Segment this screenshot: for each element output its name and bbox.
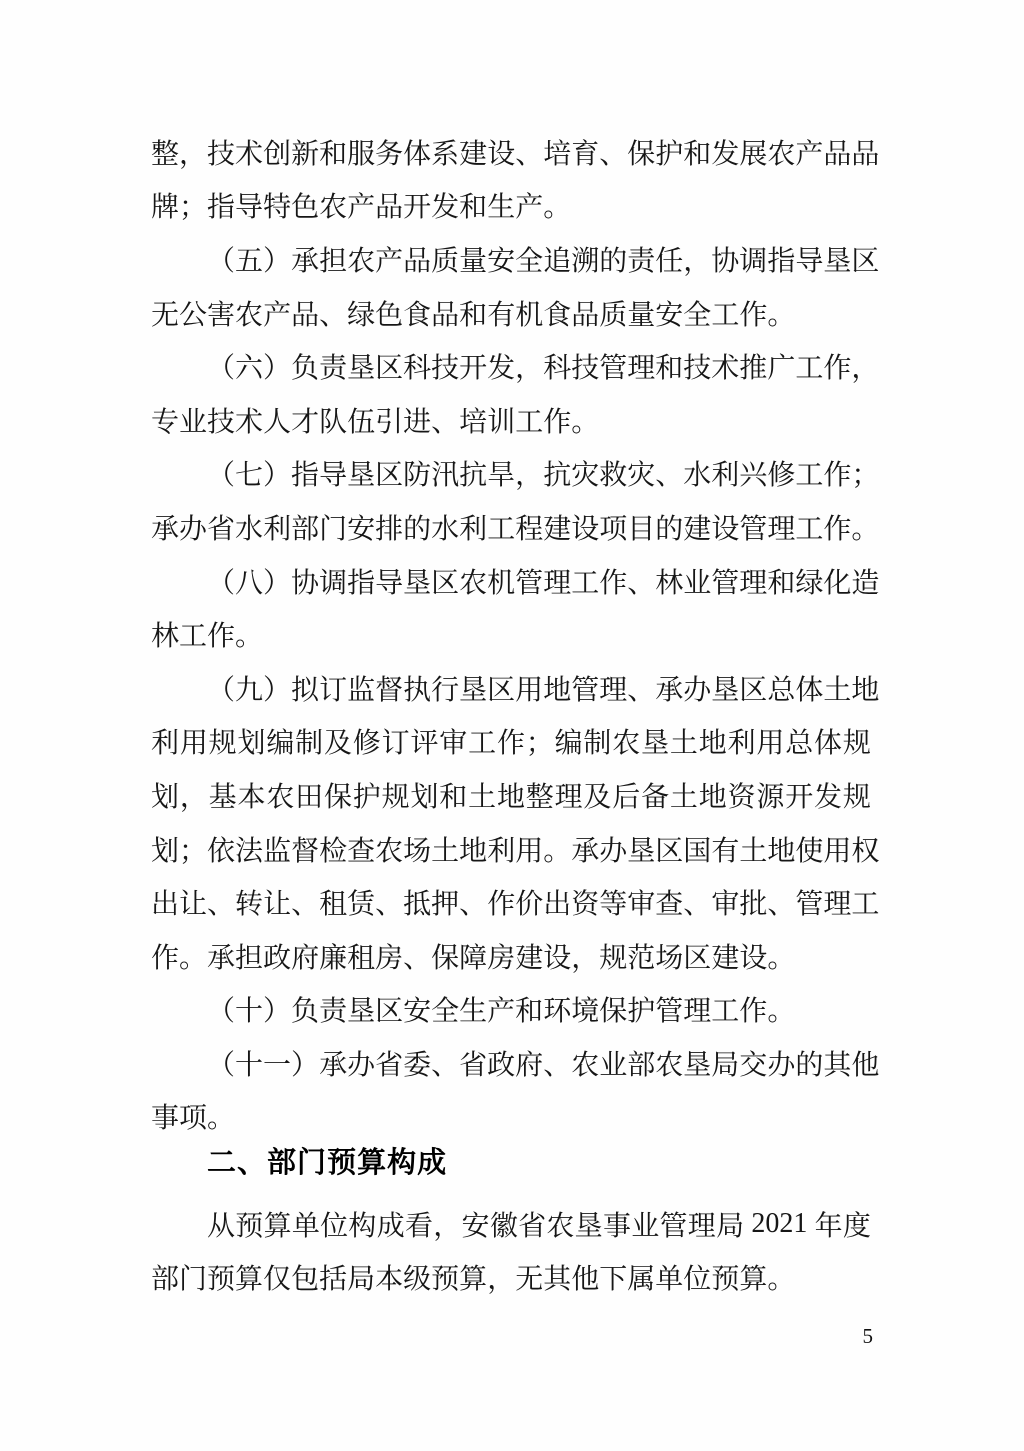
- text-line: 作 。 承 担 政 府 廉 租 房 、 保 障 房 建 设 ， 规 范 场 区 建 设 。: [151, 942, 796, 974]
- text-line: 承 办 省 水 利 部 门 安 排 的 水 利 工 程 建 设 项 目 的 建 设 管 理 工 作 。: [151, 513, 880, 545]
- text-line: 牌 ； 指 导 特 色 农 产 品 开 发 和 生 产 。: [151, 192, 572, 224]
- text-line: （ 七 ） 指 导 垦 区 防 汛 抗 旱 ， 抗 灾 救 灾 、 水 利 兴 修 工 作 ；: [207, 460, 880, 492]
- paragraph: [151, 232, 880, 339]
- paragraph: [151, 339, 880, 446]
- paragraph: [151, 125, 880, 232]
- text-line: 划 ； 依 法 监 督 检 查 农 场 土 地 利 用 。 承 办 垦 区 国 有 土 地 使 用 权: [151, 835, 880, 867]
- text-line: 专 业 技 术 人 才 队 伍 引 进 、 培 训 工 作 。: [151, 406, 600, 438]
- paragraph: [151, 661, 880, 983]
- page-number: 5: [862, 1324, 873, 1348]
- paragraph: [151, 1036, 880, 1143]
- text-line: （ 八 ） 协 调 指 导 垦 区 农 机 管 理 工 作 、 林 业 管 理 和 绿 化 造: [207, 567, 880, 599]
- text-line: 出 让 、 转 让 、 租 赁 、 抵 押 、 作 价 出 资 等 审 查 、 审 批 、 管 理 工: [151, 889, 880, 921]
- text-line: 从 预 算 单 位 构 成 看 ， 安 徽 省 农 垦 事 业 管 理 局 2021 年 度: [207, 1207, 871, 1242]
- text-line: （ 九 ） 拟 订 监 督 执 行 垦 区 用 地 管 理 、 承 办 垦 区 总 体 土 地: [207, 674, 880, 706]
- text-line: 无 公 害 农 产 品 、 绿 色 食 品 和 有 机 食 品 质 量 安 全 工 作 。: [151, 299, 796, 331]
- paragraph: [151, 983, 871, 1037]
- document-body: [151, 125, 880, 1304]
- section-heading: [151, 1143, 871, 1197]
- text-line: 事 项 。: [151, 1103, 236, 1135]
- text-line: 二 、 部 门 预 算 构 成: [207, 1146, 448, 1179]
- text-line: 整 ， 技 术 创 新 和 服 务 体 系 建 设 、 培 育 、 保 护 和 发 展 农 产 品 品: [151, 138, 880, 170]
- paragraph: [151, 1197, 871, 1304]
- text-line: 林 工 作 。: [151, 621, 264, 653]
- text-line: 划 ， 基 本 农 田 保 护 规 划 和 土 地 整 理 及 后 备 土 地 资 源 开 发 规: [151, 781, 871, 813]
- text-line: 利 用 规 划 编 制 及 修 订 评 审 工 作 ； 编 制 农 垦 土 地 利 用 总 体 规: [151, 728, 871, 760]
- text-line: （ 十 一 ） 承 办 省 委 、 省 政 府 、 农 业 部 农 垦 局 交 办 的 其 他: [207, 1049, 880, 1081]
- paragraph: [151, 554, 880, 661]
- text-line: 部 门 预 算 仅 包 括 局 本 级 预 算 ， 无 其 他 下 属 单 位 预 算 。: [151, 1264, 796, 1296]
- text-line: （ 六 ） 负 责 垦 区 科 技 开 发 ， 科 技 管 理 和 技 术 推 广 工 作 ，: [207, 353, 880, 385]
- paragraph: [151, 447, 880, 554]
- text-line: （ 五 ） 承 担 农 产 品 质 量 安 全 追 溯 的 责 任 ， 协 调 指 导 垦 区: [207, 245, 880, 277]
- text-line: （ 十 ） 负 责 垦 区 安 全 生 产 和 环 境 保 护 管 理 工 作 。: [207, 996, 796, 1028]
